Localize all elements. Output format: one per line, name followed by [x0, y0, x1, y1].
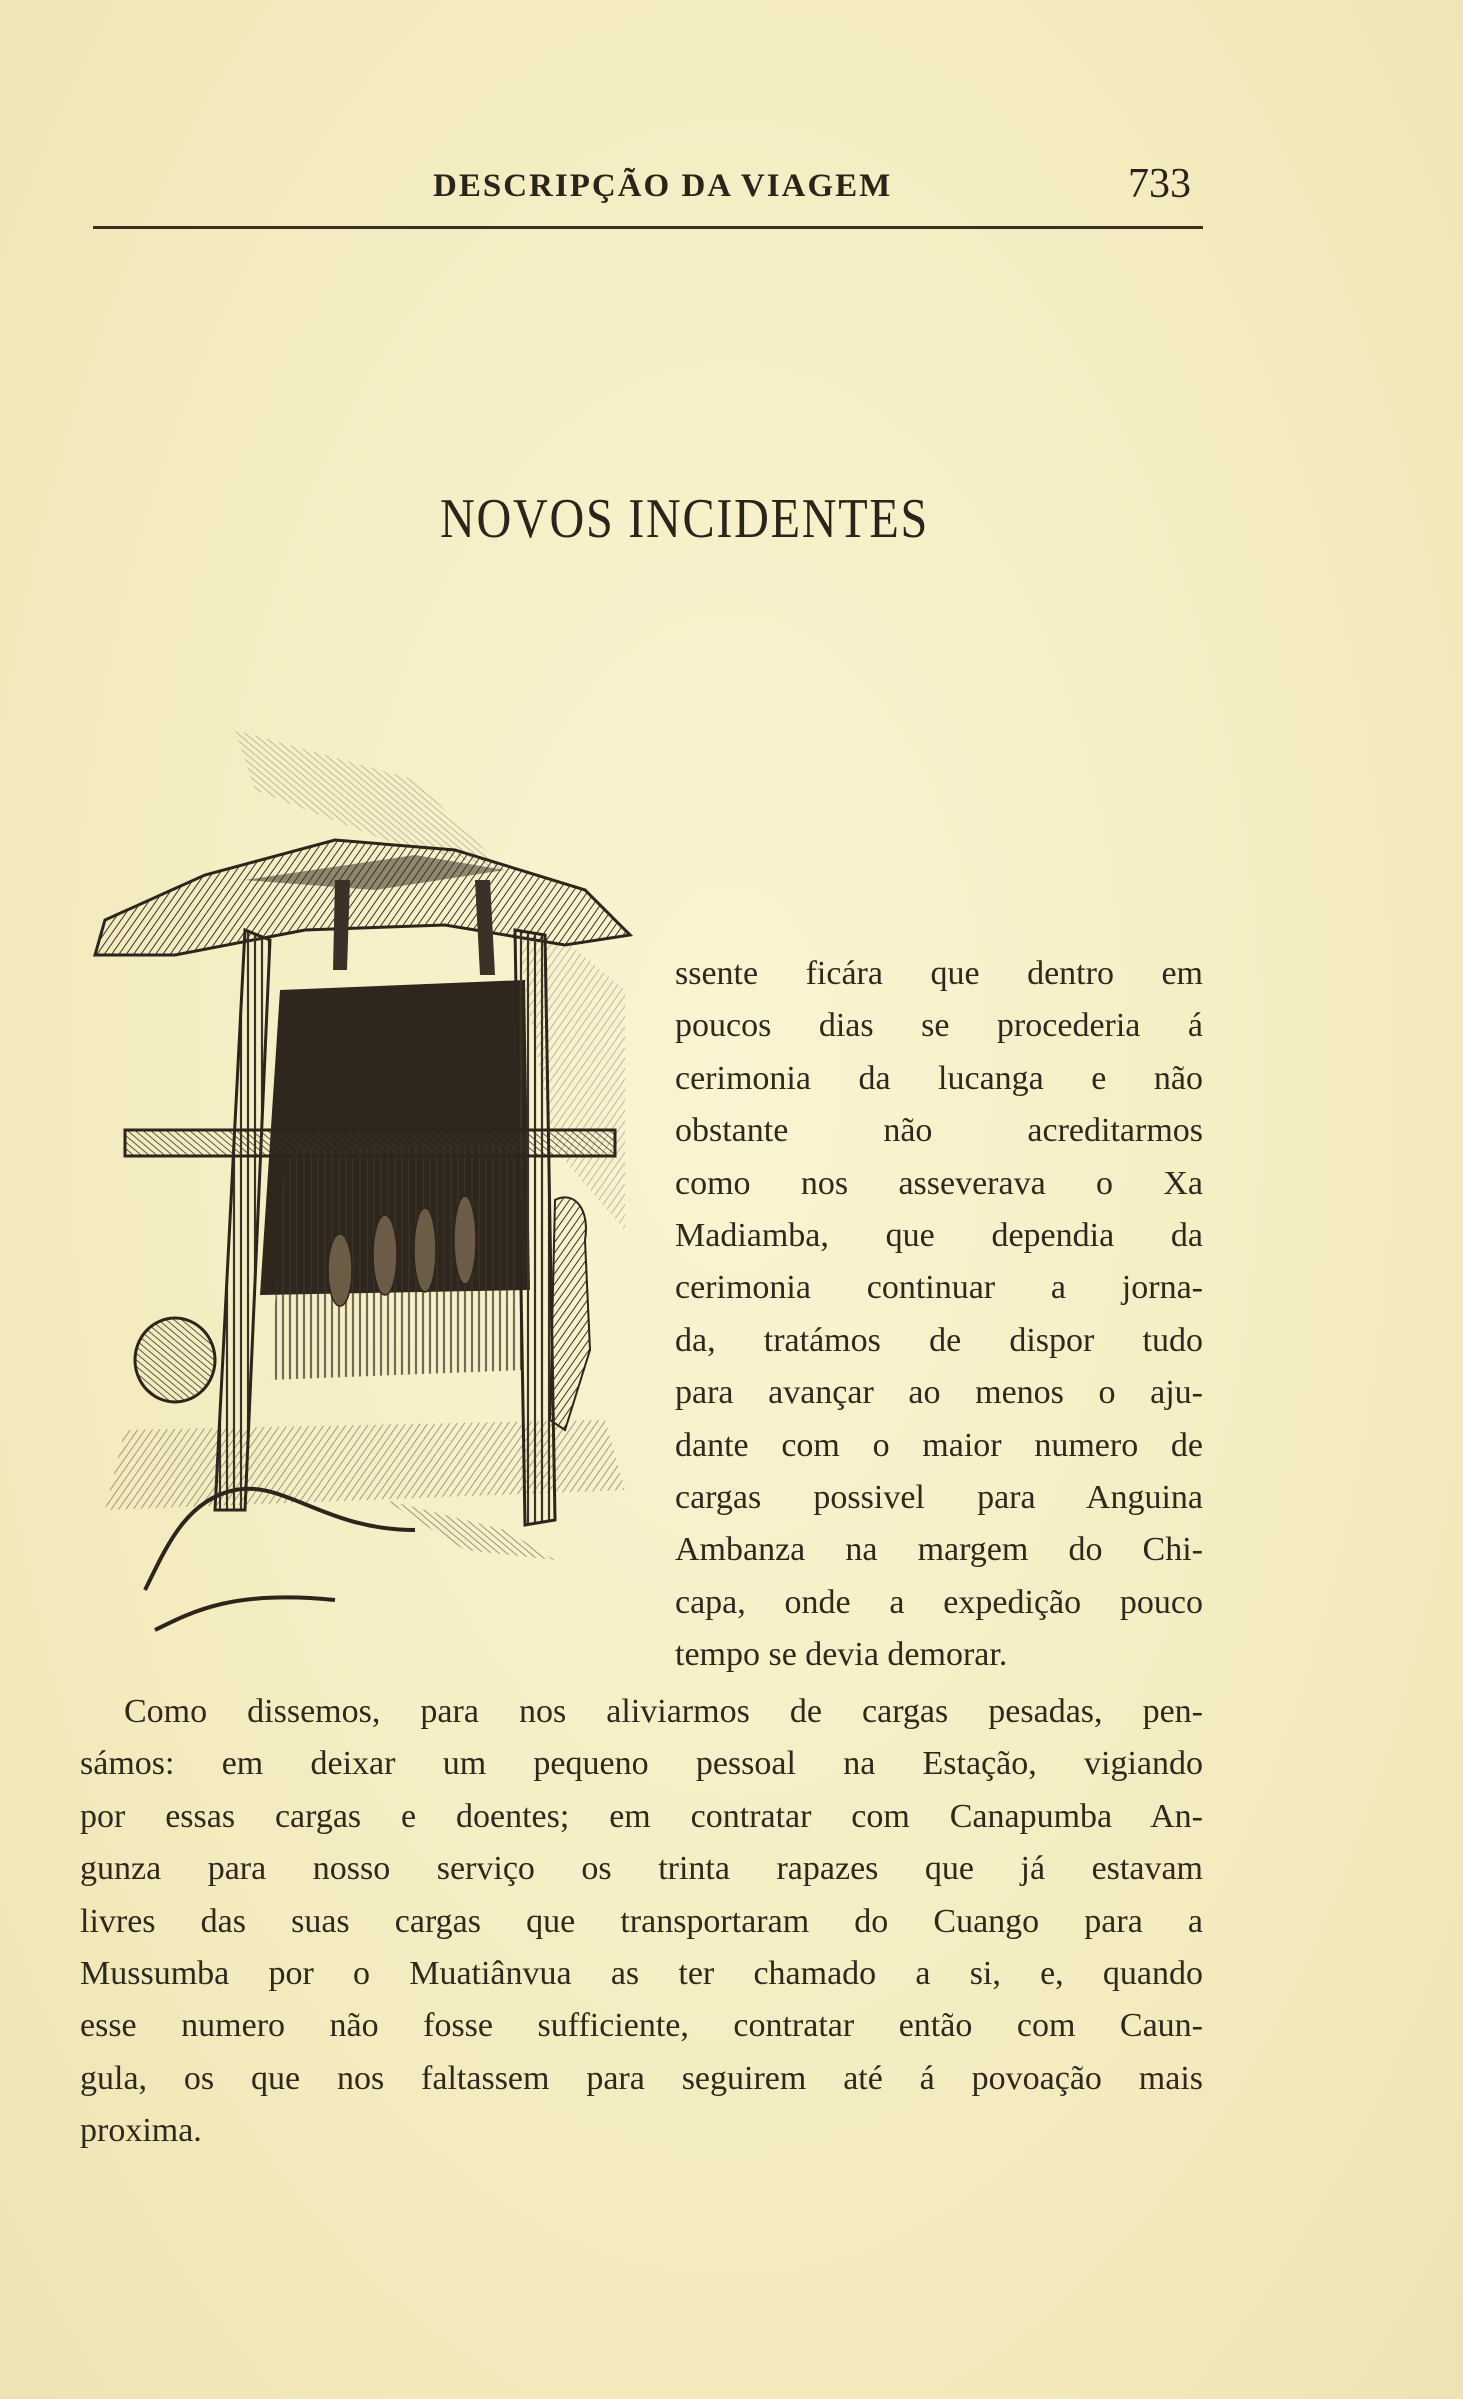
- text-line: para avançar ao menos o aju-: [675, 1374, 1203, 1412]
- text-line: cerimonia continuar a jorna-: [675, 1269, 1203, 1307]
- text-line: livres das suas cargas que transportaram do Cuango para a: [80, 1902, 1203, 1940]
- text-line: gula, os que nos faltassem para seguirem até á povoação mais: [80, 2059, 1203, 2097]
- text-line: ssente ficára que dentro em: [675, 955, 1203, 992]
- text-line: gunza para nosso serviço os trinta rapazes que já estavam: [80, 1850, 1203, 1888]
- text-line: da, tratámos de dispor tudo: [675, 1321, 1203, 1359]
- page-number: 733: [1128, 161, 1191, 207]
- text-line: dante com o maior numero de: [675, 1426, 1203, 1464]
- header-rule: [93, 226, 1203, 229]
- text-line: por essas cargas e doentes; em contratar com Canapumba An-: [80, 1797, 1203, 1835]
- text-line: Mussumba por o Muatiânvua as ter chamado a si, e, quando: [80, 1954, 1203, 1992]
- text-line: Madiamba, que dependia da: [675, 1216, 1203, 1254]
- text-line: capa, onde a expedição pouco: [675, 1583, 1203, 1621]
- running-head: DESCRIPÇÃO DA VIAGEM: [433, 168, 893, 204]
- chapter-title: NOVOS INCIDENTES: [440, 488, 930, 550]
- text-line: cerimonia da lucanga e não: [675, 1059, 1203, 1097]
- wrapped-paragraph: [675, 948, 1203, 1681]
- full-paragraph: [80, 1686, 1203, 2158]
- text-line: sámos: em deixar um pequeno pessoal na Estação, vigiando: [80, 1745, 1203, 1783]
- text-line: como nos asseverava o Xa: [675, 1164, 1203, 1202]
- text-line: esse numero não fosse sufficiente, contratar então com Caun-: [80, 2007, 1203, 2045]
- text-line: tempo se devia demorar.: [675, 1636, 1008, 1674]
- text-line: Ambanza na margem do Chi-: [675, 1531, 1203, 1569]
- thatched-hut-illustration: [85, 730, 645, 1650]
- text-line: Como dissemos, para nos aliviarmos de cargas pesadas, pen-: [124, 1693, 1203, 1730]
- text-line: cargas possivel para Anguina: [675, 1478, 1203, 1516]
- text-line: proxima.: [80, 2112, 202, 2150]
- text-line: poucos dias se procederia á: [675, 1007, 1203, 1045]
- text-line: obstante não acreditarmos: [675, 1112, 1203, 1150]
